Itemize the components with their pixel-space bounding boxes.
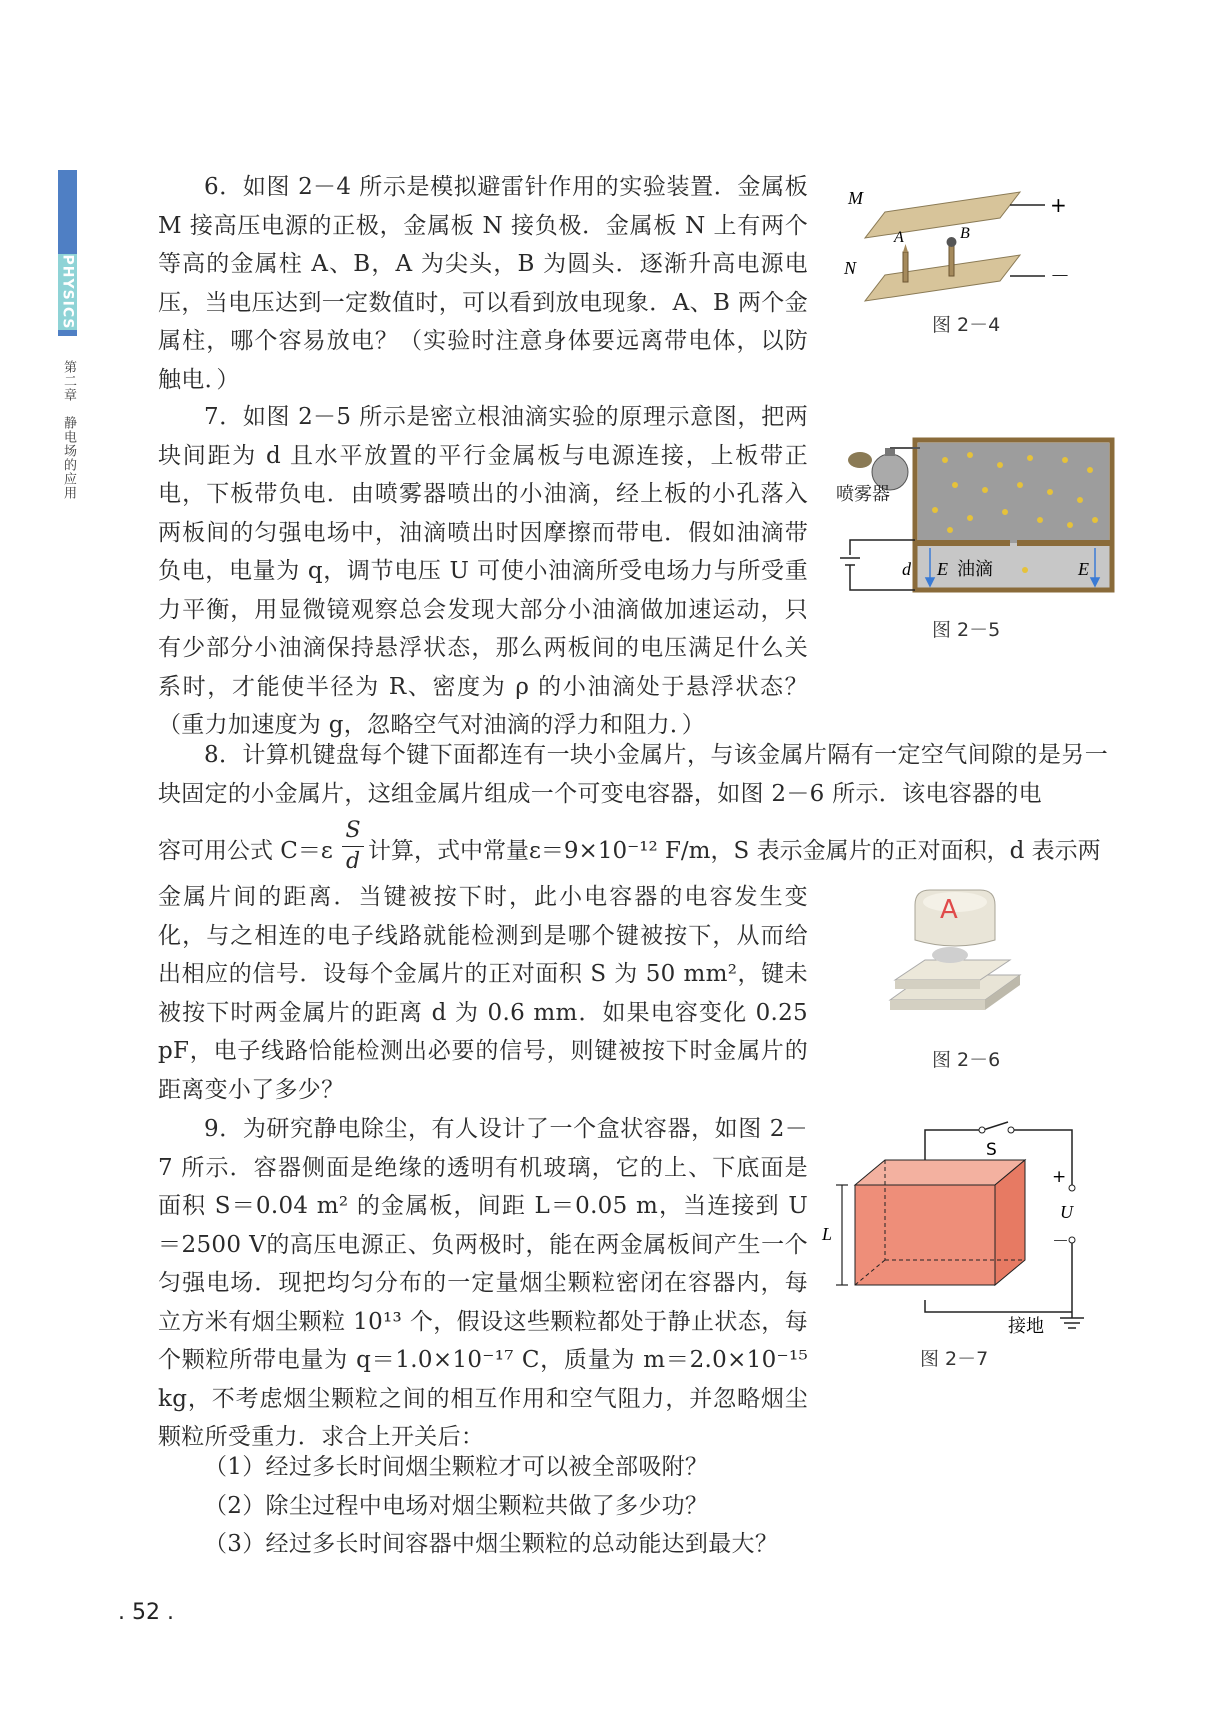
problem-7-text: 7．如图 2－5 所示是密立根油滴实验的原理示意图，把两块间距为 d 且水平放置的平行金属板与电源连接，上板带正电，下板带负电．由喷雾器喷出的小油滴，经上板的小孔落入两板间的匀强电场中，油滴喷出时因摩擦而带电．假如油滴带负电，电量为 q，调节电压 U 可使小油滴所受电场力与所受重力平衡，用显微镜观察总会发现大部分小油滴做加速运动，只有少部分小油滴保持悬浮状态，那么两板间的电压满足什么关系时，才能使半径为 R、密度为 ρ 的小油滴处于悬浮状态？（重力加速度为 g，忽略空气对油滴的浮力和阻力．）	[158, 404, 808, 738]
sprayer-label: 喷雾器	[836, 484, 890, 505]
negative-terminal	[1069, 1237, 1075, 1243]
plate-n	[865, 255, 1045, 301]
ground-icon	[1060, 1312, 1084, 1328]
voltage-label: U	[1060, 1202, 1073, 1222]
dust-box	[855, 1160, 1025, 1285]
minus-label: －	[1052, 1232, 1069, 1252]
problem-6-text: 6．如图 2－4 所示是模拟避雷针作用的实验装置．金属板 M 接高压电源的正极，金属板 N 接负极．金属板 N 上有两个等高的金属柱 A、B，A 为尖头，B 为圆头．逐渐升高电源电压，当电压达到一定数值时，可以看到放电现象．A、B 两个金属柱，哪个容易放电？（实验时注意身体要远离带电体，以防触电．）	[158, 174, 808, 393]
figure-2-6-caption: 图 2－6	[932, 1049, 1001, 1071]
label-d: d	[902, 559, 911, 579]
chapter-title: 第二章 静电场的应用	[61, 360, 76, 500]
question-1: （1）经过多长时间烟尘颗粒才可以被全部吸附？	[204, 1454, 709, 1480]
label-e-left: E	[937, 559, 948, 579]
subject-label: PHYSICS	[59, 254, 76, 330]
key-letter: A	[940, 895, 958, 925]
fraction-numerator: S	[345, 818, 361, 843]
length-label: L	[822, 1224, 833, 1244]
problem-9-text: 9．为研究静电除尘，有人设计了一个盒状容器，如图 2－7 所示．容器侧面是绝缘的透明有机玻璃，它的上、下底面是面积 S＝0.04 m² 的金属板，间距 L＝0.05 m，当连接到 U＝2500 V的高压电源正、负两极时，能在两金属板间产生一个匀强电场．现把均匀分布的一定量烟尘颗粒密闭在容器内，每立方米有烟尘颗粒 10¹³ 个，假设这些颗粒都处于静止状态，每个颗粒所带电量为 q＝1.0×10⁻¹⁷ C，质量为 m＝2.0×10⁻¹⁵ kg，不考虑烟尘颗粒之间的相互作用和空气阻力，并忽略烟尘颗粒所受重力．求合上开关后：	[158, 1116, 808, 1450]
question-2: （2）除尘过程中电场对烟尘颗粒共做了多少功？	[204, 1493, 709, 1519]
switch-contact-left	[979, 1127, 985, 1133]
switch-label: S	[986, 1140, 997, 1160]
plus-label: +	[1052, 1167, 1067, 1187]
chapter-tab	[58, 170, 77, 336]
pillar-a	[903, 244, 908, 282]
figure-2-4	[830, 180, 1080, 330]
formula-lead: 容可用公式 C＝ε	[158, 838, 333, 864]
formula-rest: 计算，式中常量ε＝9×10⁻¹² F/m，S 表示金属片的正对面积，d 表示两	[368, 838, 1101, 864]
positive-terminal	[1069, 1185, 1075, 1191]
page-number: . 52 .	[118, 1600, 174, 1625]
figure-2-4-caption: 图 2－4	[932, 314, 1001, 336]
ground-label: 接地	[1008, 1316, 1044, 1337]
plus-sign: +	[1050, 193, 1067, 217]
problem-8-line1: 8．计算机键盘每个键下面都连有一块小金属片，与该金属片隔有一定空气间隙的是另一块固定的小金属片，这组金属片组成一个可变电容器，如图 2－6 所示．该电容器的电	[158, 742, 1108, 807]
label-b: B	[960, 225, 970, 242]
label-e-right: E	[1078, 559, 1089, 579]
figure-2-5	[830, 430, 1120, 595]
key-base-plates	[890, 960, 1020, 1010]
figure-2-7	[820, 1110, 1100, 1340]
oil-drop-label: 油滴	[957, 559, 993, 580]
switch-contact-right	[1008, 1127, 1014, 1133]
label-m: M	[848, 188, 863, 208]
length-marker	[836, 1185, 848, 1285]
figure-2-6	[880, 880, 1030, 1030]
capacitance-formula-line	[158, 818, 1108, 876]
key-stem	[932, 947, 968, 963]
fraction-denominator: d	[345, 849, 361, 874]
plate-m	[865, 192, 1045, 238]
label-a: A	[894, 229, 904, 246]
label-n: N	[844, 258, 857, 278]
minus-sign: －	[1050, 264, 1070, 288]
subject-label-box	[58, 254, 77, 330]
problem-8-text: 金属片间的距离．当键被按下时，此小电容器的电容发生变化，与之相连的电子线路就能检测到是哪个键被按下，从而给出相应的信号．设每个金属片的正对面积 S 为 50 mm²，键未被按下时两金属片的距离 d 为 0.6 mm．如果电容变化 0.25 pF，电子线路恰能检测出必要的信号，则键被按下时金属片的距离变小了多少？	[158, 884, 808, 1103]
fraction	[342, 818, 364, 875]
question-3: （3）经过多长时间容器中烟尘颗粒的总动能达到最大？	[204, 1531, 779, 1557]
figure-2-7-caption: 图 2－7	[920, 1348, 989, 1370]
figure-2-5-caption: 图 2－5	[932, 619, 1001, 641]
